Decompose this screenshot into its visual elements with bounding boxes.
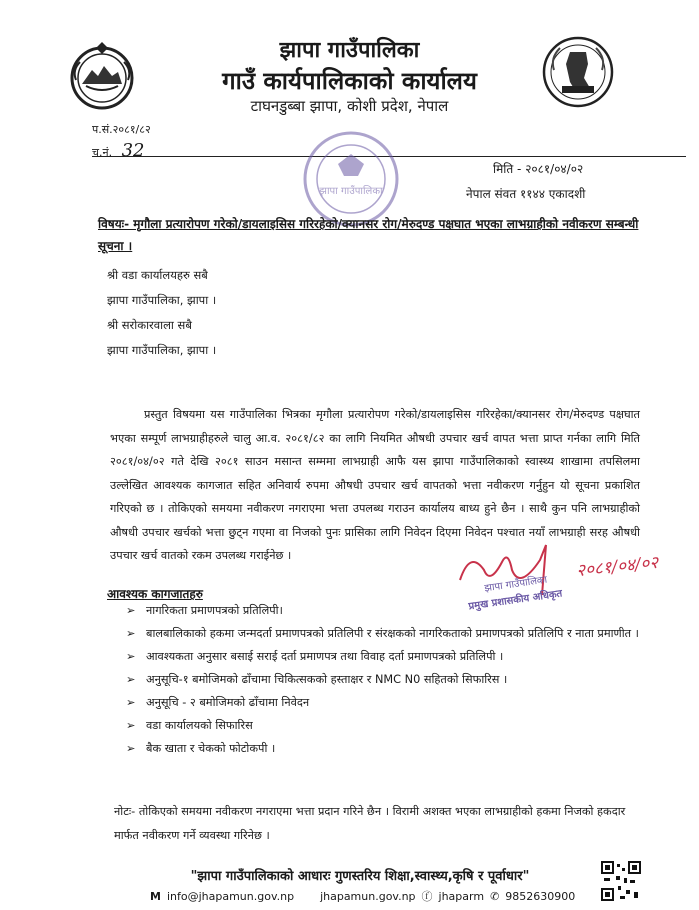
addressee-1: श्री वडा कार्यालयहरु सबै <box>107 268 208 282</box>
arrow-right-icon: ➢ <box>126 742 136 755</box>
org-address: टाघनडुब्बा झापा, कोशी प्रदेश, नेपाल <box>250 97 449 115</box>
org-name-line2: गाउँ कार्यपालिकाको कार्यालय <box>222 67 477 95</box>
footer-email[interactable]: info@jhapamun.gov.np <box>166 889 295 903</box>
signature-title: प्रमुख प्रशासकीय अधिकृत <box>467 588 563 613</box>
email-icon: M <box>150 889 161 903</box>
org-name-line1: झापा गाउँपालिका <box>279 38 420 63</box>
arrow-right-icon: ➢ <box>126 673 136 686</box>
subject-line <box>98 213 658 257</box>
footer-facebook[interactable]: jhaparm <box>438 889 485 903</box>
signature-date: २०८१/०४/०२ <box>575 552 660 582</box>
arrow-right-icon: ➢ <box>126 604 136 617</box>
list-item: ➢ अनुसूचि-१ बमोजिमको ढाँचामा चिकित्सकको हस्ताक्षर र NMC N0 सहितको सिफारिस । <box>126 669 646 691</box>
footer-website[interactable]: jhapamun.gov.np <box>320 889 416 903</box>
footer-contact <box>150 888 576 904</box>
qr-code-icon <box>600 860 642 902</box>
addressee-3: श्री सरोकारवाला सबै <box>107 318 192 332</box>
arrow-right-icon: ➢ <box>126 696 136 709</box>
letter-date: मिति - २०८१/०४/०२ <box>493 162 584 176</box>
nepal-sambat-date: नेपाल संवत ११४४ एकादशी <box>466 187 586 201</box>
list-item: ➢ आवश्यकता अनुसार बसाई सराई दर्ता प्रमाणपत्र तथा विवाह दर्ता प्रमाणपत्रको प्रतिलिपी । <box>126 646 646 668</box>
arrow-right-icon: ➢ <box>126 627 136 640</box>
arrow-right-icon: ➢ <box>126 650 136 663</box>
note-paragraph: नोटः- तोकिएको समयमा नवीकरण नगराएमा भत्ता प्रदान गरिने छैन । विरामी अशक्त भएका लाभग्राहीको हकमा निजको हकदार मार्फत नवीकरण गर्ने व्यवस्था गरिनेछ । <box>114 805 626 842</box>
ref-chn-label: च.नं. <box>92 146 113 159</box>
subject-text: विषयः- मृगौला प्रत्यारोपण गरेको/डायलाइसिस गरिरहेको/क्यानसर रोग/मेरुदण्ड पक्षघात भएका लाभग्राहीको नवीकरण सम्बन्धी सूचना । <box>98 217 639 253</box>
list-item: ➢ नागरिकता प्रमाणपत्रको प्रतिलिपी। <box>126 600 646 622</box>
list-item: ➢ अनुसूचि - २ बमोजिमको ढाँचामा निवेदन <box>126 692 646 714</box>
arrow-right-icon: ➢ <box>126 719 136 732</box>
addressee-4: झापा गाउँपालिका, झापा । <box>107 343 217 357</box>
svg-text:झापा गाउँपालिका: झापा गाउँपालिका <box>319 186 383 197</box>
list-item: ➢ वडा कार्यालयको सिफारिस <box>126 715 646 737</box>
ref-ps: प.सं.२०८१/८२ <box>92 123 151 136</box>
facebook-icon: ⓕ <box>421 890 433 903</box>
list-item: ➢ बैक खाता र चेकको फोटोकपी । <box>126 738 646 760</box>
requirements-list <box>126 600 646 761</box>
footer-phone: 9852630900 <box>505 889 576 903</box>
footer-motto: "झापा गाउँपालिकाको आधारः गुणस्तरिय शिक्षा,स्वास्थ्य,कृषि र पूर्वाधार" <box>190 869 530 884</box>
ref-chn-value: 32 <box>121 140 145 161</box>
signature-org: झापा गाउँपालिका <box>483 574 548 595</box>
addressee-2: झापा गाउँपालिका, झापा । <box>107 293 217 307</box>
list-item: ➢ बालबालिकाको हकमा जन्मदर्ता प्रमाणपत्रको प्रतिलिपी र संरक्षकको नागरिकताको प्रमाणपत्रको प्रतिलिपि र नाता प्रमाणीत । <box>126 623 646 645</box>
ref-chn <box>92 140 145 161</box>
requirements-title: आवश्यक कागजातहरु <box>107 587 203 601</box>
body-paragraph: प्रस्तुत विषयमा यस गाउँपालिका भित्रका मृगौला प्रत्यारोपण गरेको/डायलाइसिस गरिरहेका/क्यानसर रोग/मेरुदण्ड पक्षघात भएका सम्पूर्ण लाभग्राहीहरुले चालु आ.व. २०८१/८२ का लागि नियमित औषधी उपचार खर्च वापत भत्ता प्राप्त गर्नका लागि मिति २०८१/०४/०२ गते देखि २०८१ साउन मसान्त सम्ममा लाभग्राही आफै यस झापा गाउँपालिकाको स्वास्थ्य शाखामा तपसिलमा उल्लेखित आवश्यक कागजात सहित अनिवार्य रुपमा औषधी उपचार खर्च वापतको भत्ता नवीकरण गर्नुहुन यो सूचना प्रकाशित गरिएको छ । तोकिएको समयमा नवीकरण नगराएमा भत्ता उपलब्ध गराउन कार्यालय बाध्य हुने छैन । साथै कुन पनि लाभग्राहीको औषधी उपचार खर्चको भत्ता छुट्न गएमा वा निजको पुनः प्रासिका लागि निवेदन दिएमा निवेदन पश्चात नयाँ लाभग्राही सरह औषधी उपचार खर्च वातको रकम उपलब्ध गराईनेछ । <box>110 408 640 562</box>
phone-icon: ✆ <box>490 889 500 903</box>
